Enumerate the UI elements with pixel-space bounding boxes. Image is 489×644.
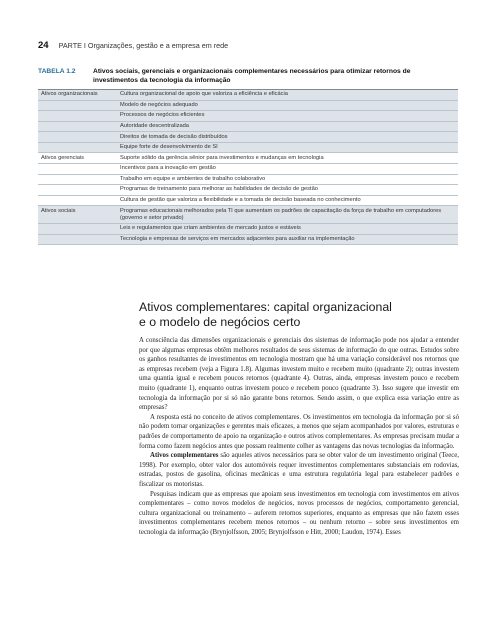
category-cell — [38, 164, 117, 175]
asset-item-cell: Autoridade descentralizada — [117, 121, 458, 132]
section-title-line-2: e o modelo de negócios certo — [139, 315, 301, 329]
category-cell — [38, 234, 117, 245]
paragraph — [139, 451, 459, 489]
category-cell: Ativos sociais — [38, 206, 117, 224]
category-cell — [38, 100, 117, 111]
category-cell — [38, 224, 117, 235]
asset-item-cell: Equipe forte de desenvolvimento de SI — [117, 142, 458, 153]
asset-item-cell: Programas de treinamento para melhorar as habilidades de decisão de gestão — [117, 185, 458, 196]
table-row — [38, 174, 458, 185]
category-cell — [38, 195, 117, 206]
asset-item-cell: Cultura organizacional de apoio que valoriza a eficiência e eficácia — [117, 90, 458, 101]
table-row — [38, 90, 458, 101]
table-caption — [38, 67, 458, 85]
category-cell — [38, 174, 117, 185]
asset-item-cell: Tecnologia e empresas de serviços em mercados adjacentes para auxiliar na implementação — [117, 234, 458, 245]
asset-item-cell: Suporte sólido da gerência sênior para investimentos e mudanças em tecnologia — [117, 153, 458, 164]
asset-item-cell: Trabalho em equipe e ambientes de trabalho colaborativo — [117, 174, 458, 185]
asset-item-cell: Direitos de tomada de decisão distribuídos — [117, 132, 458, 143]
paragraph-text: são aqueles ativos necessários para se obter valor de um investimento original (Teece, 1998). Por exemplo, obter valor dos automóveis requer investimentos complementares substanciais em rodovias, estradas, postos de gasolina, oficinas mecânicas e uma estrutura regulatória legal para estabelecer padrões e fiscalizar os motoristas. — [139, 452, 460, 488]
paragraph: Pesquisas indicam que as empresas que apoiam seus investimentos em tecnologia com investimentos em ativos complementares – como novos modelos de negócios, novos processos de negócios, comportamento gerencial, cultura organizacional ou treinamento – auferem retornos superiores, enquanto as empresas que não fazem esses investimentos complementares recebem menos retornos – ou nenhum retorno – sobre seus investimentos em tecnologia da informação (Brynjolfsson, 2005; Brynjolfsson e Hitt, 2000; Laudon, 1974). Esses — [139, 490, 459, 536]
table-row — [38, 206, 458, 224]
running-head — [38, 40, 228, 51]
assets-table-body — [38, 90, 458, 245]
table-row — [38, 153, 458, 164]
category-cell — [38, 121, 117, 132]
table-row — [38, 132, 458, 143]
table-row — [38, 195, 458, 206]
category-cell — [38, 111, 117, 122]
body-text — [139, 336, 459, 537]
category-cell — [38, 185, 117, 196]
assets-table — [38, 89, 458, 245]
asset-item-cell: Modelo de negócios adequado — [117, 100, 458, 111]
table-row — [38, 142, 458, 153]
asset-item-cell: Incentivos para a inovação em gestão — [117, 164, 458, 175]
asset-item-cell: Processos de negócios eficientes — [117, 111, 458, 122]
category-cell: Ativos organizacionais — [38, 90, 117, 101]
paragraph: A resposta está no conceito de ativos complementares. Os investimentos em tecnologia da informação por si só não podem tornar organizações e gerentes mais eficazes, a menos que sejam acompanhados por valores, estruturas e padrões de comportamento de apoio na organização e outros ativos complementares. As empresas precisam mudar a forma como fazem negócios antes que possam realmente colher as vantagens das novas tecnologias da informação. — [139, 413, 459, 450]
table-row — [38, 121, 458, 132]
category-cell — [38, 142, 117, 153]
section-title — [139, 300, 459, 330]
page-number: 24 — [38, 40, 49, 51]
table-row — [38, 164, 458, 175]
key-term: Ativos complementares — [150, 452, 219, 460]
table-row — [38, 185, 458, 196]
category-cell — [38, 132, 117, 143]
category-cell: Ativos gerenciais — [38, 153, 117, 164]
asset-item-cell: Programas educacionais melhorados pela TI que aumentam os padrões de capacitação da força de trabalho em computadores (governo e setor privado) — [117, 206, 458, 224]
table-row — [38, 100, 458, 111]
table-label: TABELA 1.2 — [38, 68, 76, 75]
table-row — [38, 111, 458, 122]
running-head-section: PARTE I Organizações, gestão e a empresa em rede — [58, 41, 229, 50]
table-row — [38, 224, 458, 235]
paragraph: A consciência das dimensões organizacionais e gerenciais dos sistemas de informação pode nos ajudar a entender por que algumas empresas obtêm melhores resultados de seus sistemas de informação do que outras. Estudos sobre os ganhos resultantes de investimentos em tecnologia mostram que há uma variação considerável nos retornos que as empresas recebem (veja a Figura 1.8). Algumas investem muito e recebem muito (quadrante 2); outras investem uma quantia igual e recebem poucos retornos (quadrante 4). Outras, ainda, empresas investem pouco e recebem muito (quadrante 1), enquanto outras investem pouco e recebem pouco (quadrante 3). Isso sugere que investir em tecnologia da informação por si só não garante bons retornos. Sendo assim, o que explica essa variação entre as empresas? — [139, 337, 459, 412]
table-title: Ativos sociais, gerenciais e organizacionais complementares necessários para otimizar retornos de investimentos da tecnologia da informação — [93, 68, 411, 84]
asset-item-cell: Cultura de gestão que valoriza a flexibilidade e a tomada de decisão baseada no conhecimento — [117, 195, 458, 206]
table-row — [38, 234, 458, 245]
section-title-line-1: Ativos complementares: capital organizacional — [139, 300, 392, 314]
asset-item-cell: Leis e regulamentos que criam ambientes de mercado justos e estáveis — [117, 224, 458, 235]
